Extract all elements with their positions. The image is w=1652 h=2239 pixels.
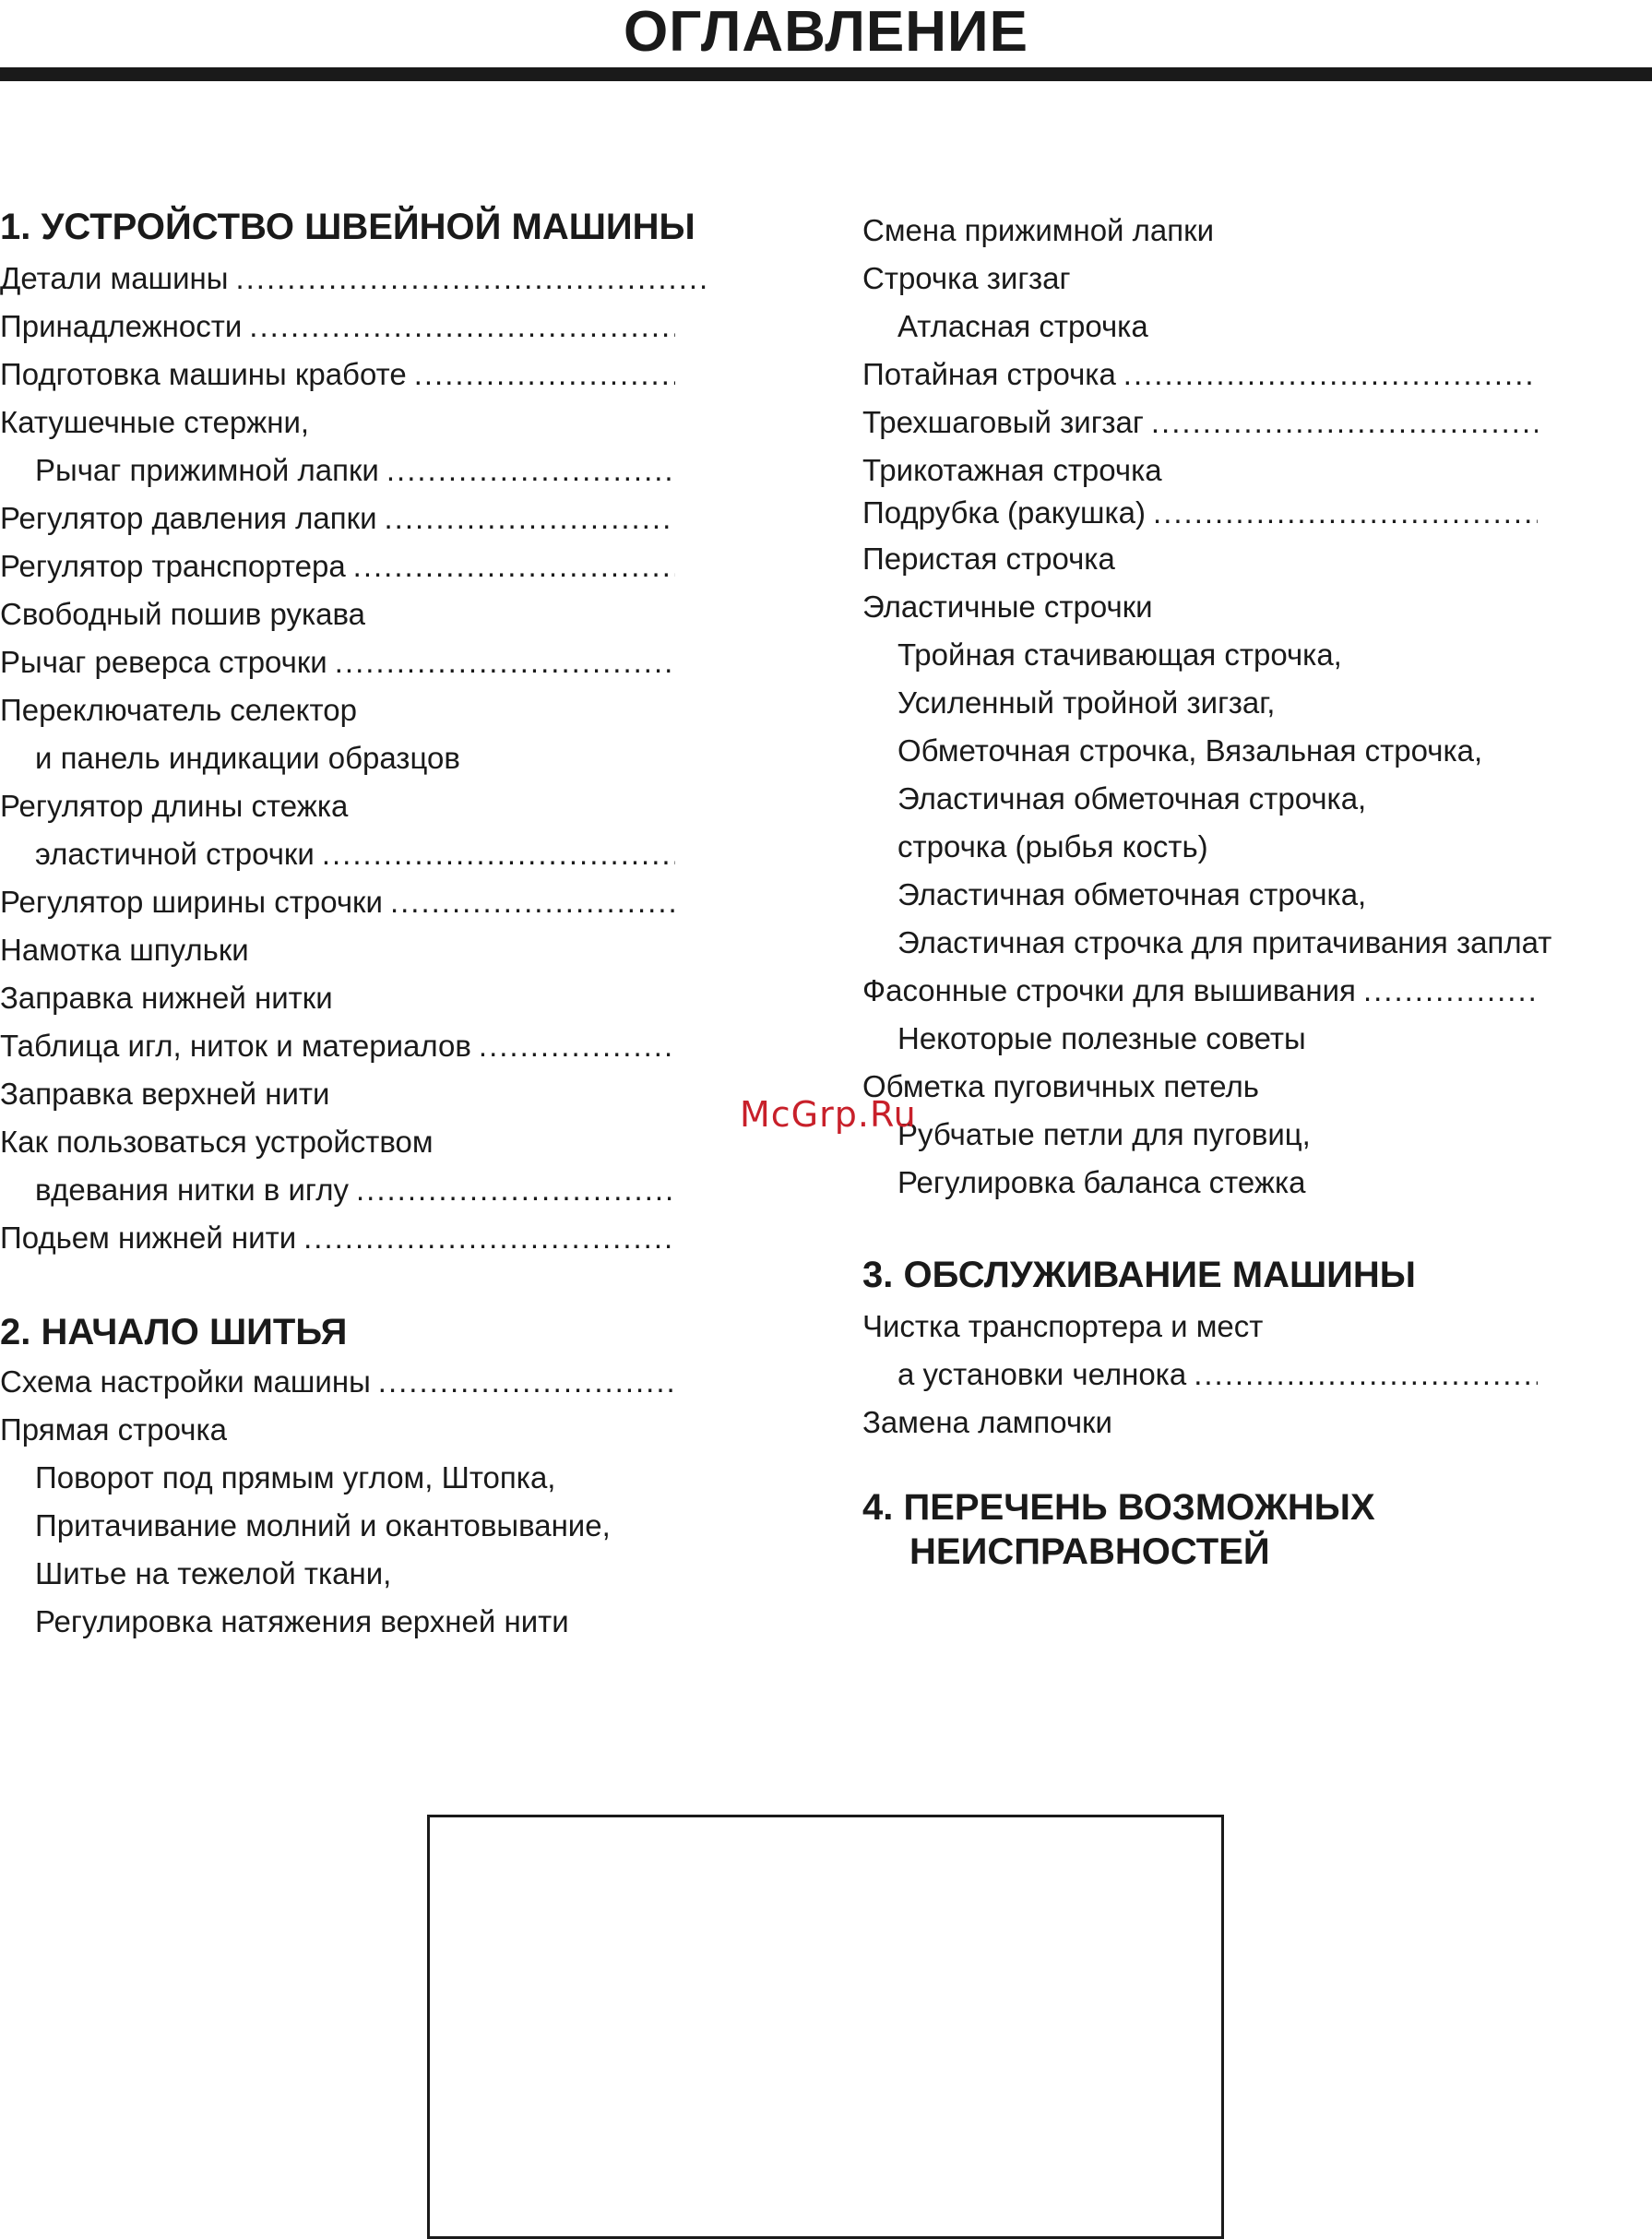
dot-leader <box>356 1172 675 1209</box>
toc-entry-bulb-replacement[interactable]: Замена лампочки <box>862 1405 1112 1439</box>
toc-entry-needle-threading[interactable]: вдевания нитки в иглу ..... <box>0 1172 675 1209</box>
toc-entry-machine-parts[interactable]: Детали машины ..... <box>0 260 710 297</box>
toc-entry-lower-thread[interactable]: Заправка нижней нитки <box>0 981 333 1015</box>
toc-entry-change-presser-foot[interactable]: Смена прижимной лапки <box>862 213 1214 247</box>
section-4-heading: 4. ПЕРЕЧЕНЬ ВОЗМОЖНЫХ НЕИСПРАВНОСТЕЙ <box>862 1487 1375 1572</box>
dot-leader <box>353 548 675 585</box>
toc-entry-accessories[interactable]: Принадлежности ..... <box>0 308 675 345</box>
section-1-heading: 1. УСТРОЙСТВО ШВЕЙНОЙ МАШИНЫ <box>0 207 695 247</box>
dot-leader <box>322 836 675 873</box>
dot-leader <box>386 452 675 489</box>
toc-entry-satin-stitch[interactable]: Атласная строчка <box>897 309 1148 343</box>
toc-entry-knit-stitch[interactable]: Трикотажная строчка <box>862 453 1162 487</box>
toc-entry-corded-buttonholes[interactable]: Рубчатые петли для пуговиц, <box>897 1117 1311 1151</box>
toc-entry-three-step-zigzag[interactable]: Трехшаговый зигзаг ..... <box>862 404 1538 441</box>
empty-frame <box>427 1815 1224 2239</box>
toc-entry-right-angle-turn[interactable]: Поворот под прямым углом, Штопка, <box>35 1460 556 1495</box>
dot-leader <box>378 1364 675 1400</box>
toc-entry-bobbin-winding[interactable]: Намотка шпульки <box>0 933 249 967</box>
toc-entry-preparation[interactable]: Подготовка машины кработе ..... <box>0 356 675 393</box>
dot-leader <box>249 308 675 345</box>
toc-entry-decorative-stitches[interactable]: Фасонные строчки для вышивания ..... <box>862 972 1538 1009</box>
dot-leader <box>414 356 675 393</box>
toc-entry-upper-thread[interactable]: Заправка верхней нити <box>0 1077 330 1111</box>
toc-entry-upper-tension[interactable]: Регулировка натяжения верхней нити <box>35 1604 569 1638</box>
toc-entry-pressure-regulator[interactable]: Регулятор давления лапки ..... <box>0 500 675 537</box>
toc-entry-threader-usage[interactable]: Как пользоваться устройством <box>0 1125 434 1159</box>
toc-entry-overlock-knit[interactable]: Обметочная строчка, Вязальная строчка, <box>897 733 1483 768</box>
toc-entry-stitch-width[interactable]: Регулятор ширины строчки ..... <box>0 884 675 921</box>
toc-entry-blind-stitch[interactable]: Потайная строчка ..... <box>862 356 1538 393</box>
toc-entry-stretch-stitches[interactable]: Эластичные строчки <box>862 590 1153 624</box>
toc-entry-triple-zigzag[interactable]: Усиленный тройной зигзаг, <box>897 685 1276 720</box>
dot-leader <box>385 500 675 537</box>
toc-entry-stretch-overlock-2[interactable]: Эластичная обметочная строчка, <box>897 877 1367 911</box>
toc-entry-clean-feed[interactable]: Чистка транспортера и мест <box>862 1309 1264 1343</box>
toc-entry-stretch-overlock-1[interactable]: Эластичная обметочная строчка, <box>897 781 1367 816</box>
toc-entry-patch-stitch[interactable]: Эластичная строчка для притачивания заплат <box>897 925 1552 959</box>
toc-entry-useful-tips[interactable]: Некоторые полезные советы <box>897 1021 1306 1055</box>
toc-entry-feed-regulator[interactable]: Регулятор транспортера ..... <box>0 548 675 585</box>
toc-entry-presser-foot-lever[interactable]: Рычаг прижимной лапки ..... <box>0 452 675 489</box>
section-2-heading: 2. НАЧАЛО ШИТЬЯ <box>0 1312 348 1352</box>
toc-entry-stitch-balance[interactable]: Регулировка баланса стежка <box>897 1165 1306 1199</box>
toc-entry-spool-pins[interactable]: Катушечные стержни, <box>0 405 310 439</box>
toc-entry-feather-stitch[interactable]: Перистая строчка <box>862 542 1115 576</box>
toc-entry-zippers[interactable]: Притачивание молний и окантовывание, <box>35 1508 611 1542</box>
dot-leader <box>390 884 675 921</box>
toc-entry-herringbone[interactable]: строчка (рыбья кость) <box>897 829 1208 863</box>
dot-leader <box>1194 1356 1538 1393</box>
toc-entry-straight-stitch[interactable]: Прямая строчка <box>0 1412 227 1447</box>
title-rule <box>0 67 1652 81</box>
toc-entry-free-arm[interactable]: Свободный пошив рукава <box>0 597 366 631</box>
dot-leader <box>335 644 675 681</box>
toc-entry-shuttle-area[interactable]: а установки челнока ..... <box>862 1356 1538 1393</box>
toc-entry-buttonholes[interactable]: Обметка пуговичных петель <box>862 1069 1259 1103</box>
watermark: McGrp.Ru <box>740 1094 917 1135</box>
toc-entry-triple-straight[interactable]: Тройная стачивающая строчка, <box>897 637 1342 672</box>
toc-entry-zigzag[interactable]: Строчка зигзаг <box>862 261 1071 295</box>
page-title: ОГЛАВЛЕНИЕ <box>624 0 1028 64</box>
toc-entry-pattern-panel[interactable]: и панель индикации образцов <box>35 741 460 775</box>
dot-leader <box>235 260 710 297</box>
toc-entry-heavy-fabric[interactable]: Шитье на тежелой ткани, <box>35 1556 392 1590</box>
dot-leader <box>303 1220 675 1256</box>
toc-entry-setup-chart[interactable]: Схема настройки машины ..... <box>0 1364 675 1400</box>
dot-leader <box>1363 972 1538 1009</box>
toc-entry-lower-thread-pickup[interactable]: Подьем нижней нити ..... <box>0 1220 675 1256</box>
toc-entry-stitch-length[interactable]: Регулятор длины стежка <box>0 789 349 823</box>
dot-leader <box>1123 356 1538 393</box>
dot-leader <box>1151 404 1538 441</box>
dot-leader <box>1153 494 1538 531</box>
section-3-heading: 3. ОБСЛУЖИВАНИЕ МАШИНЫ <box>862 1255 1416 1295</box>
toc-entry-reverse-lever[interactable]: Рычаг реверса строчки ..... <box>0 644 675 681</box>
toc-entry-needle-table[interactable]: Таблица игл, ниток и материалов ..... <box>0 1028 675 1065</box>
toc-entry-stretch-stitch[interactable]: эластичной строчки ..... <box>0 836 675 873</box>
dot-leader <box>479 1028 675 1065</box>
toc-entry-shell-hem[interactable]: Подрубка (ракушка) ..... <box>862 494 1538 531</box>
toc-entry-selector-switch[interactable]: Переключатель селектор <box>0 693 357 727</box>
